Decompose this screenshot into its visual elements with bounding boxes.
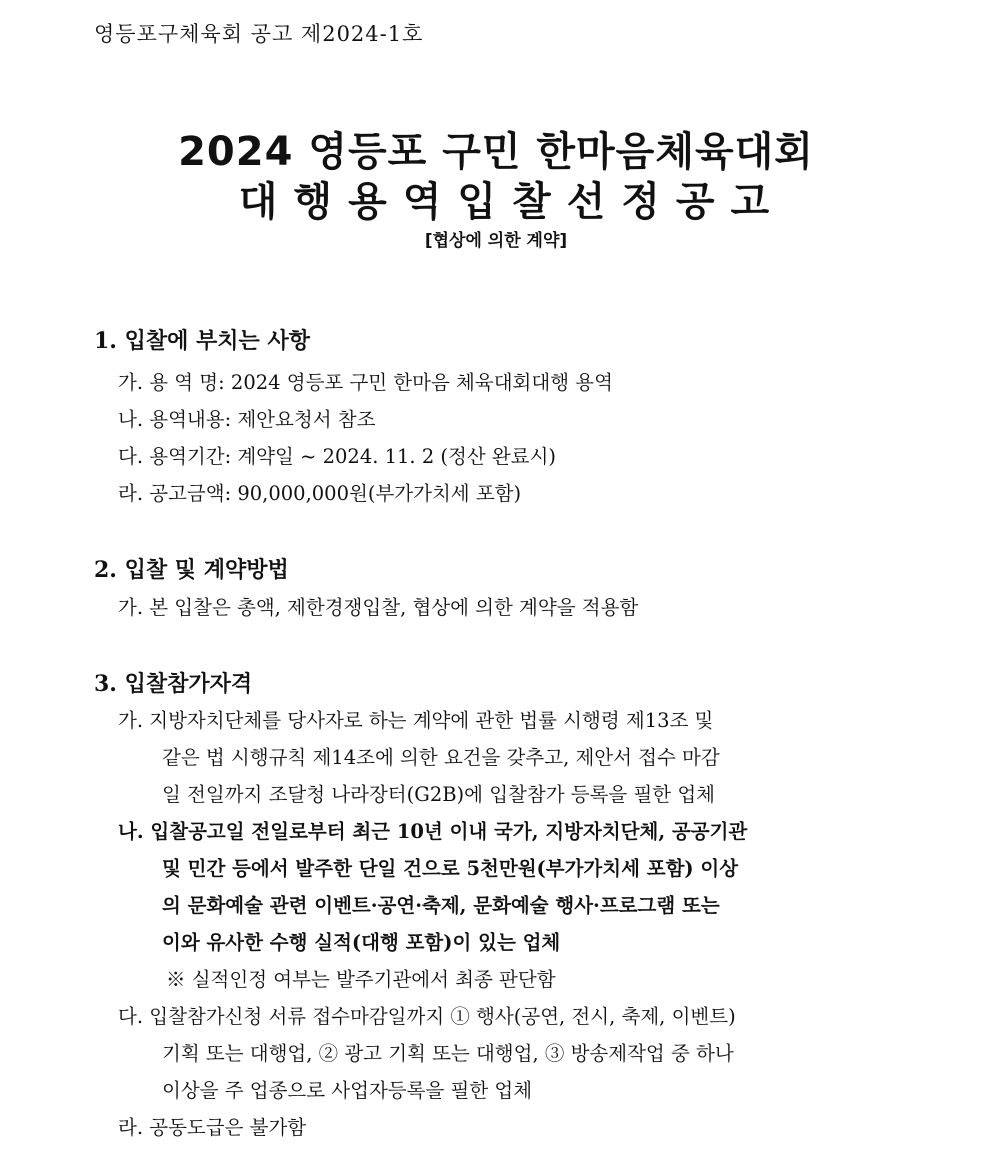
section-heading: 1. 입찰에 부치는 사항	[94, 328, 310, 354]
list-item: 나. 용역내용: 제안요청서 참조	[118, 408, 376, 431]
list-item-continuation: 이상을 주 업종으로 사업자등록을 필한 업체	[162, 1079, 533, 1102]
list-item: 다. 입찰참가신청 서류 접수마감일까지 ① 행사(공연, 전시, 축제, 이벤트)	[118, 1005, 736, 1028]
list-item: 라. 공고금액: 90,000,000원(부가가치세 포함)	[118, 482, 522, 505]
list-item: 가. 지방자치단체를 당사자로 하는 계약에 관한 법률 시행령 제13조 및	[118, 709, 714, 732]
notice-number: 영등포구체육회 공고 제2024-1호	[94, 22, 424, 46]
note: ※ 실적인정 여부는 발주기관에서 최종 판단함	[166, 968, 556, 991]
list-item: 가. 본 입찰은 총액, 제한경쟁입찰, 협상에 의한 계약을 적용함	[118, 596, 639, 619]
section-heading: 2. 입찰 및 계약방법	[94, 557, 289, 583]
list-item-continuation: 같은 법 시행규칙 제14조에 의한 요건을 갖추고, 제안서 접수 마감	[162, 746, 720, 769]
list-item: 나. 입찰공고일 전일로부터 최근 10년 이내 국가, 지방자치단체, 공공기관	[118, 820, 748, 843]
page-title-line2: 대행용역입찰선정공고	[238, 179, 786, 225]
page-title: 2024 영등포 구민 한마음체육대회	[178, 129, 814, 175]
list-item-continuation: 의 문화예술 관련 이벤트·공연·축제, 문화예술 행사·프로그램 또는	[162, 894, 720, 917]
page-subtitle: [협상에 의한 계약]	[424, 231, 568, 251]
list-item-continuation: 및 민간 등에서 발주한 단일 건으로 5천만원(부가가치세 포함) 이상	[162, 857, 739, 880]
list-item: 가. 용 역 명: 2024 영등포 구민 한마음 체육대회대행 용역	[118, 371, 613, 394]
list-item-continuation: 이와 유사한 수행 실적(대행 포함)이 있는 업체	[162, 931, 561, 954]
list-item-continuation: 일 전일까지 조달청 나라장터(G2B)에 입찰참가 등록을 필한 업체	[162, 783, 716, 806]
section-heading: 3. 입찰참가자격	[94, 671, 253, 697]
list-item-continuation: 기획 또는 대행업, ② 광고 기획 또는 대행업, ③ 방송제작업 중 하나	[162, 1042, 734, 1065]
list-item: 다. 용역기간: 계약일 ~ 2024. 11. 2 (정산 완료시)	[118, 445, 557, 468]
list-item: 라. 공동도급은 불가함	[118, 1116, 307, 1139]
